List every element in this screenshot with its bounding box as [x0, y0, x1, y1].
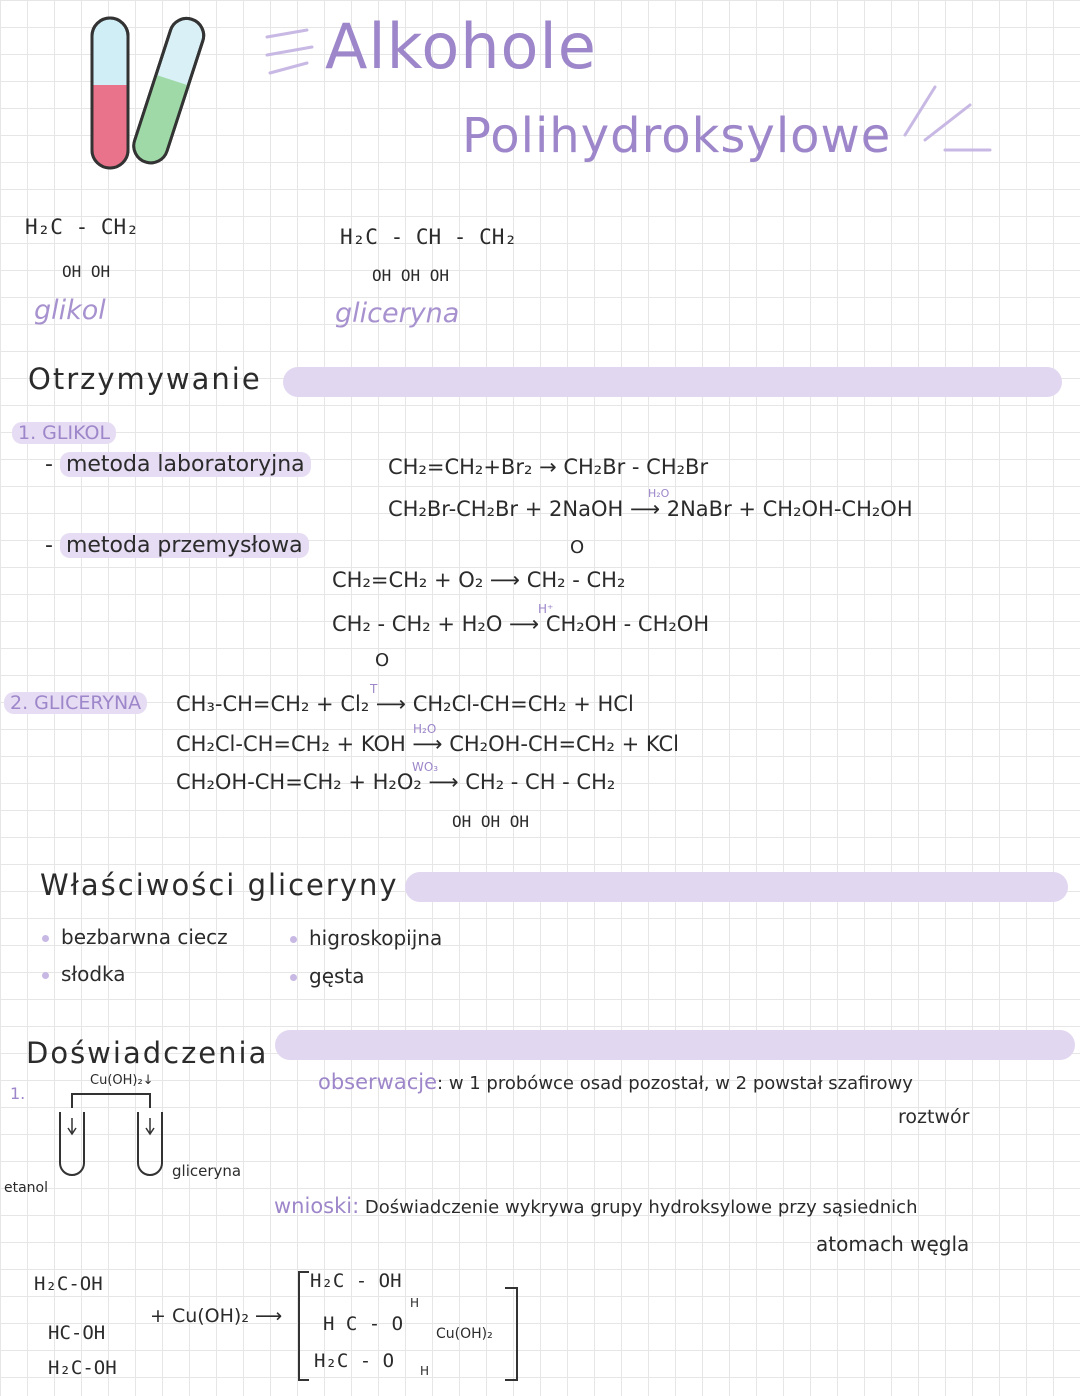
complex-line1: H₂C - OH: [310, 1270, 402, 1292]
eq-lab-2-condition: H₂O: [648, 487, 670, 500]
otrzymywanie-heading: Otrzymywanie: [28, 362, 262, 396]
property-item: higroskopijna: [290, 926, 442, 950]
eq-gli-1-condition: T: [370, 682, 378, 696]
glikol-section-label: 1. GLIKOL: [12, 422, 116, 444]
title-decoration-left: [262, 25, 322, 85]
gliceryna-section-label: 2. GLICERYNA: [4, 692, 147, 714]
eq-prz-2: CH₂ - CH₂ + H₂O ⟶ CH₂OH - CH₂OH: [332, 612, 710, 636]
metoda-prz-label: - metoda przemysłowa: [45, 533, 309, 558]
obserwacje-text: : w 1 probówce osad pozostał, w 2 powstał szafirowy: [437, 1073, 913, 1094]
wnioski-line: [274, 1194, 917, 1218]
experiment-tubes-icon: [50, 1088, 170, 1188]
tube-right-label: gliceryna: [172, 1162, 242, 1180]
eq-prz-1-oxygen: O: [570, 537, 585, 558]
doswiadczenia-heading: Doświadczenia: [26, 1036, 269, 1070]
complex-h2: H: [420, 1364, 430, 1378]
wlasciwosci-highlight-bar: [405, 872, 1068, 902]
doswiadczenia-highlight-bar: [275, 1030, 1075, 1060]
experiment-reagent: Cu(OH)₂↓: [90, 1073, 154, 1088]
property-item: bezbarwna ciecz: [42, 925, 228, 949]
green-test-tube-icon: [129, 14, 208, 167]
title-line2: Polihydroksylowe: [462, 108, 892, 164]
eq-prz-2-oxygen: O: [375, 650, 390, 671]
eq-gli-2-condition: H₂O: [413, 722, 437, 736]
gliceryna-label: gliceryna: [335, 298, 460, 329]
wnioski-text-2: atomach węgla: [816, 1232, 970, 1256]
metoda-lab-text: metoda laboratoryjna: [60, 452, 311, 477]
complex-line3: H₂C - O: [314, 1350, 395, 1372]
reaction-left-line2: HC-OH: [48, 1322, 106, 1344]
obserwacje-label: obserwacje: [318, 1070, 438, 1094]
eq-gli-3-oh: OH OH OH: [452, 812, 530, 831]
metoda-prz-text: metoda przemysłowa: [60, 533, 309, 558]
eq-gli-1: CH₃-CH=CH₂ + Cl₂ ⟶ CH₂Cl-CH=CH₂ + HCl: [176, 692, 634, 716]
wnioski-label: wnioski:: [274, 1194, 360, 1218]
obserwacje-line: [318, 1070, 913, 1094]
wlasciwosci-heading: Właściwości gliceryny: [40, 868, 399, 902]
reaction-left-line1: H₂C-OH: [34, 1273, 103, 1295]
complex-cu: Cu(OH)₂: [436, 1326, 493, 1342]
obserwacje-text-2: roztwór: [898, 1106, 970, 1128]
metoda-lab-label: - metoda laboratoryjna: [45, 452, 311, 477]
property-item: słodka: [42, 962, 126, 986]
glikol-label: glikol: [34, 295, 106, 326]
red-test-tube-icon: [92, 18, 128, 168]
reaction-plus: + Cu(OH)₂ ⟶: [150, 1305, 283, 1327]
complex-line2: H C - O: [323, 1313, 404, 1335]
gliceryna-formula-top: H₂C - CH - CH₂: [340, 225, 518, 249]
glikol-formula-oh: OH OH: [62, 262, 111, 281]
tube-left-label: etanol: [4, 1180, 49, 1196]
eq-lab-2: CH₂Br-CH₂Br + 2NaOH ⟶ 2NaBr + CH₂OH-CH₂OH: [388, 497, 913, 521]
reaction-left-line3: H₂C-OH: [48, 1357, 117, 1379]
eq-lab-1: CH₂=CH₂+Br₂ → CH₂Br - CH₂Br: [388, 455, 709, 479]
test-tubes-illustration: [80, 10, 210, 180]
experiment-number: 1.: [10, 1084, 26, 1103]
eq-prz-1: CH₂=CH₂ + O₂ ⟶ CH₂ - CH₂: [332, 568, 626, 592]
eq-gli-3: CH₂OH-CH=CH₂ + H₂O₂ ⟶ CH₂ - CH - CH₂: [176, 770, 616, 794]
title-decoration-right: [890, 75, 1000, 155]
complex-h1: H: [410, 1296, 420, 1310]
eq-prz-2-condition: H⁺: [538, 602, 554, 616]
gliceryna-formula-oh: OH OH OH: [372, 266, 450, 285]
wnioski-text: Doświadczenie wykrywa grupy hydroksylowe przy sąsiednich: [364, 1197, 918, 1218]
glikol-formula-top: H₂C - CH₂: [25, 215, 139, 239]
eq-gli-2: CH₂Cl-CH=CH₂ + KOH ⟶ CH₂OH-CH=CH₂ + KCl: [176, 732, 679, 756]
property-item: gęsta: [290, 964, 365, 988]
eq-gli-3-condition: WO₃: [412, 760, 439, 774]
otrzymywanie-highlight-bar: [283, 367, 1062, 397]
title-line1: Alkohole: [325, 10, 597, 83]
